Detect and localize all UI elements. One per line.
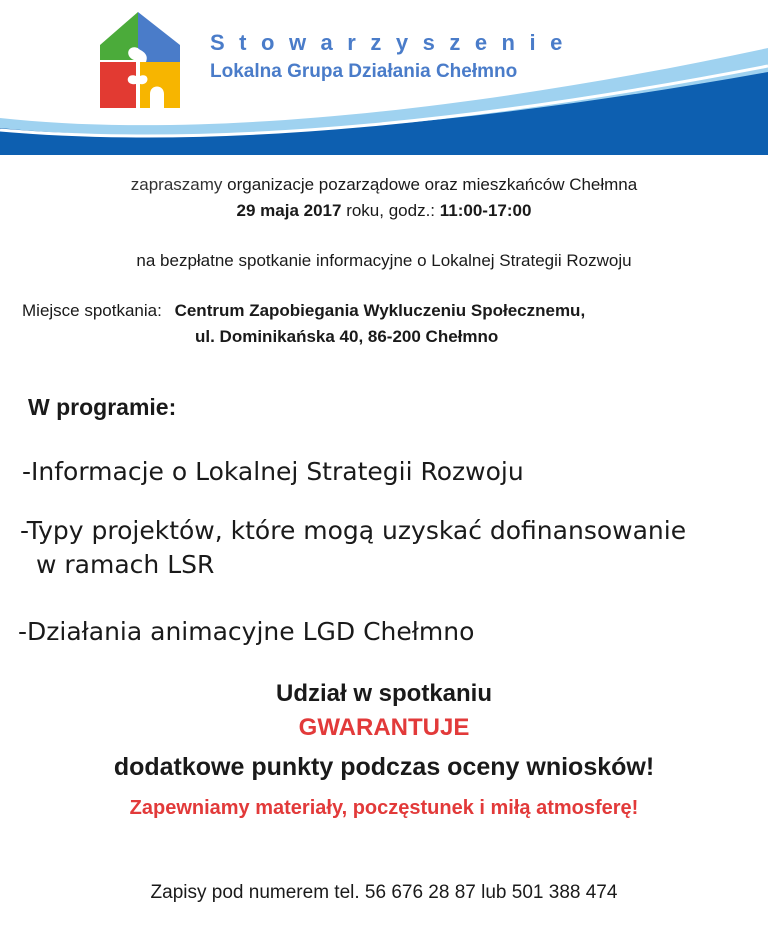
venue-label: Miejsce spotkania: xyxy=(22,301,162,320)
program-item-2-cont: w ramach LSR xyxy=(36,550,215,579)
guarantee-keyword: GWARANTUJE xyxy=(298,714,470,741)
org-name-line2: Lokalna Grupa Działania Chełmno xyxy=(210,61,518,82)
logo-piece-yellow xyxy=(140,62,180,108)
invite-line1 xyxy=(0,175,768,195)
invite-verb: zapraszamy xyxy=(130,175,223,194)
logo-icon xyxy=(100,12,180,108)
meeting-date: 29 maja 2017 xyxy=(236,201,342,220)
invite-audience: organizacje pozarządowe oraz mieszkańców Chełmna xyxy=(222,175,638,194)
org-name-line1: Stowarzyszenie xyxy=(210,30,577,55)
guarantee-line1: Udział w spotkaniu xyxy=(275,680,493,707)
signup-info: Zapisy pod numerem tel. 56 676 28 87 lub 501 388 474 xyxy=(150,882,618,903)
header-banner xyxy=(0,0,768,155)
invite-date-line xyxy=(0,201,768,221)
logo-piece-blue xyxy=(138,12,180,62)
program-item-1: -Informacje o Lokalnej Strategii Rozwoju xyxy=(22,457,524,486)
date-connector: roku, godz.: xyxy=(341,201,440,220)
meeting-time: 11:00-17:00 xyxy=(439,201,532,220)
venue-line1 xyxy=(22,301,585,321)
logo-piece-red xyxy=(100,62,136,108)
program-item-3: -Działania animacyjne LGD Chełmno xyxy=(18,617,475,646)
venue-address: ul. Dominikańska 40, 86-200 Chełmno xyxy=(195,327,499,346)
logo-piece-green xyxy=(100,12,138,60)
program-item-2: -Typy projektów, które mogą uzyskać dofinansowanie xyxy=(20,516,687,545)
guarantee-line3: dodatkowe punkty podczas oceny wniosków! xyxy=(113,753,655,781)
invite-purpose: na bezpłatne spotkanie informacyjne o Lokalnej Strategii Rozwoju xyxy=(136,251,632,270)
program-heading: W programie: xyxy=(28,394,177,420)
venue-name: Centrum Zapobiegania Wykluczeniu Społecznemu, xyxy=(174,301,586,320)
guarantee-line4: Zapewniamy materiały, poczęstunek i miłą atmosferę! xyxy=(129,797,639,819)
